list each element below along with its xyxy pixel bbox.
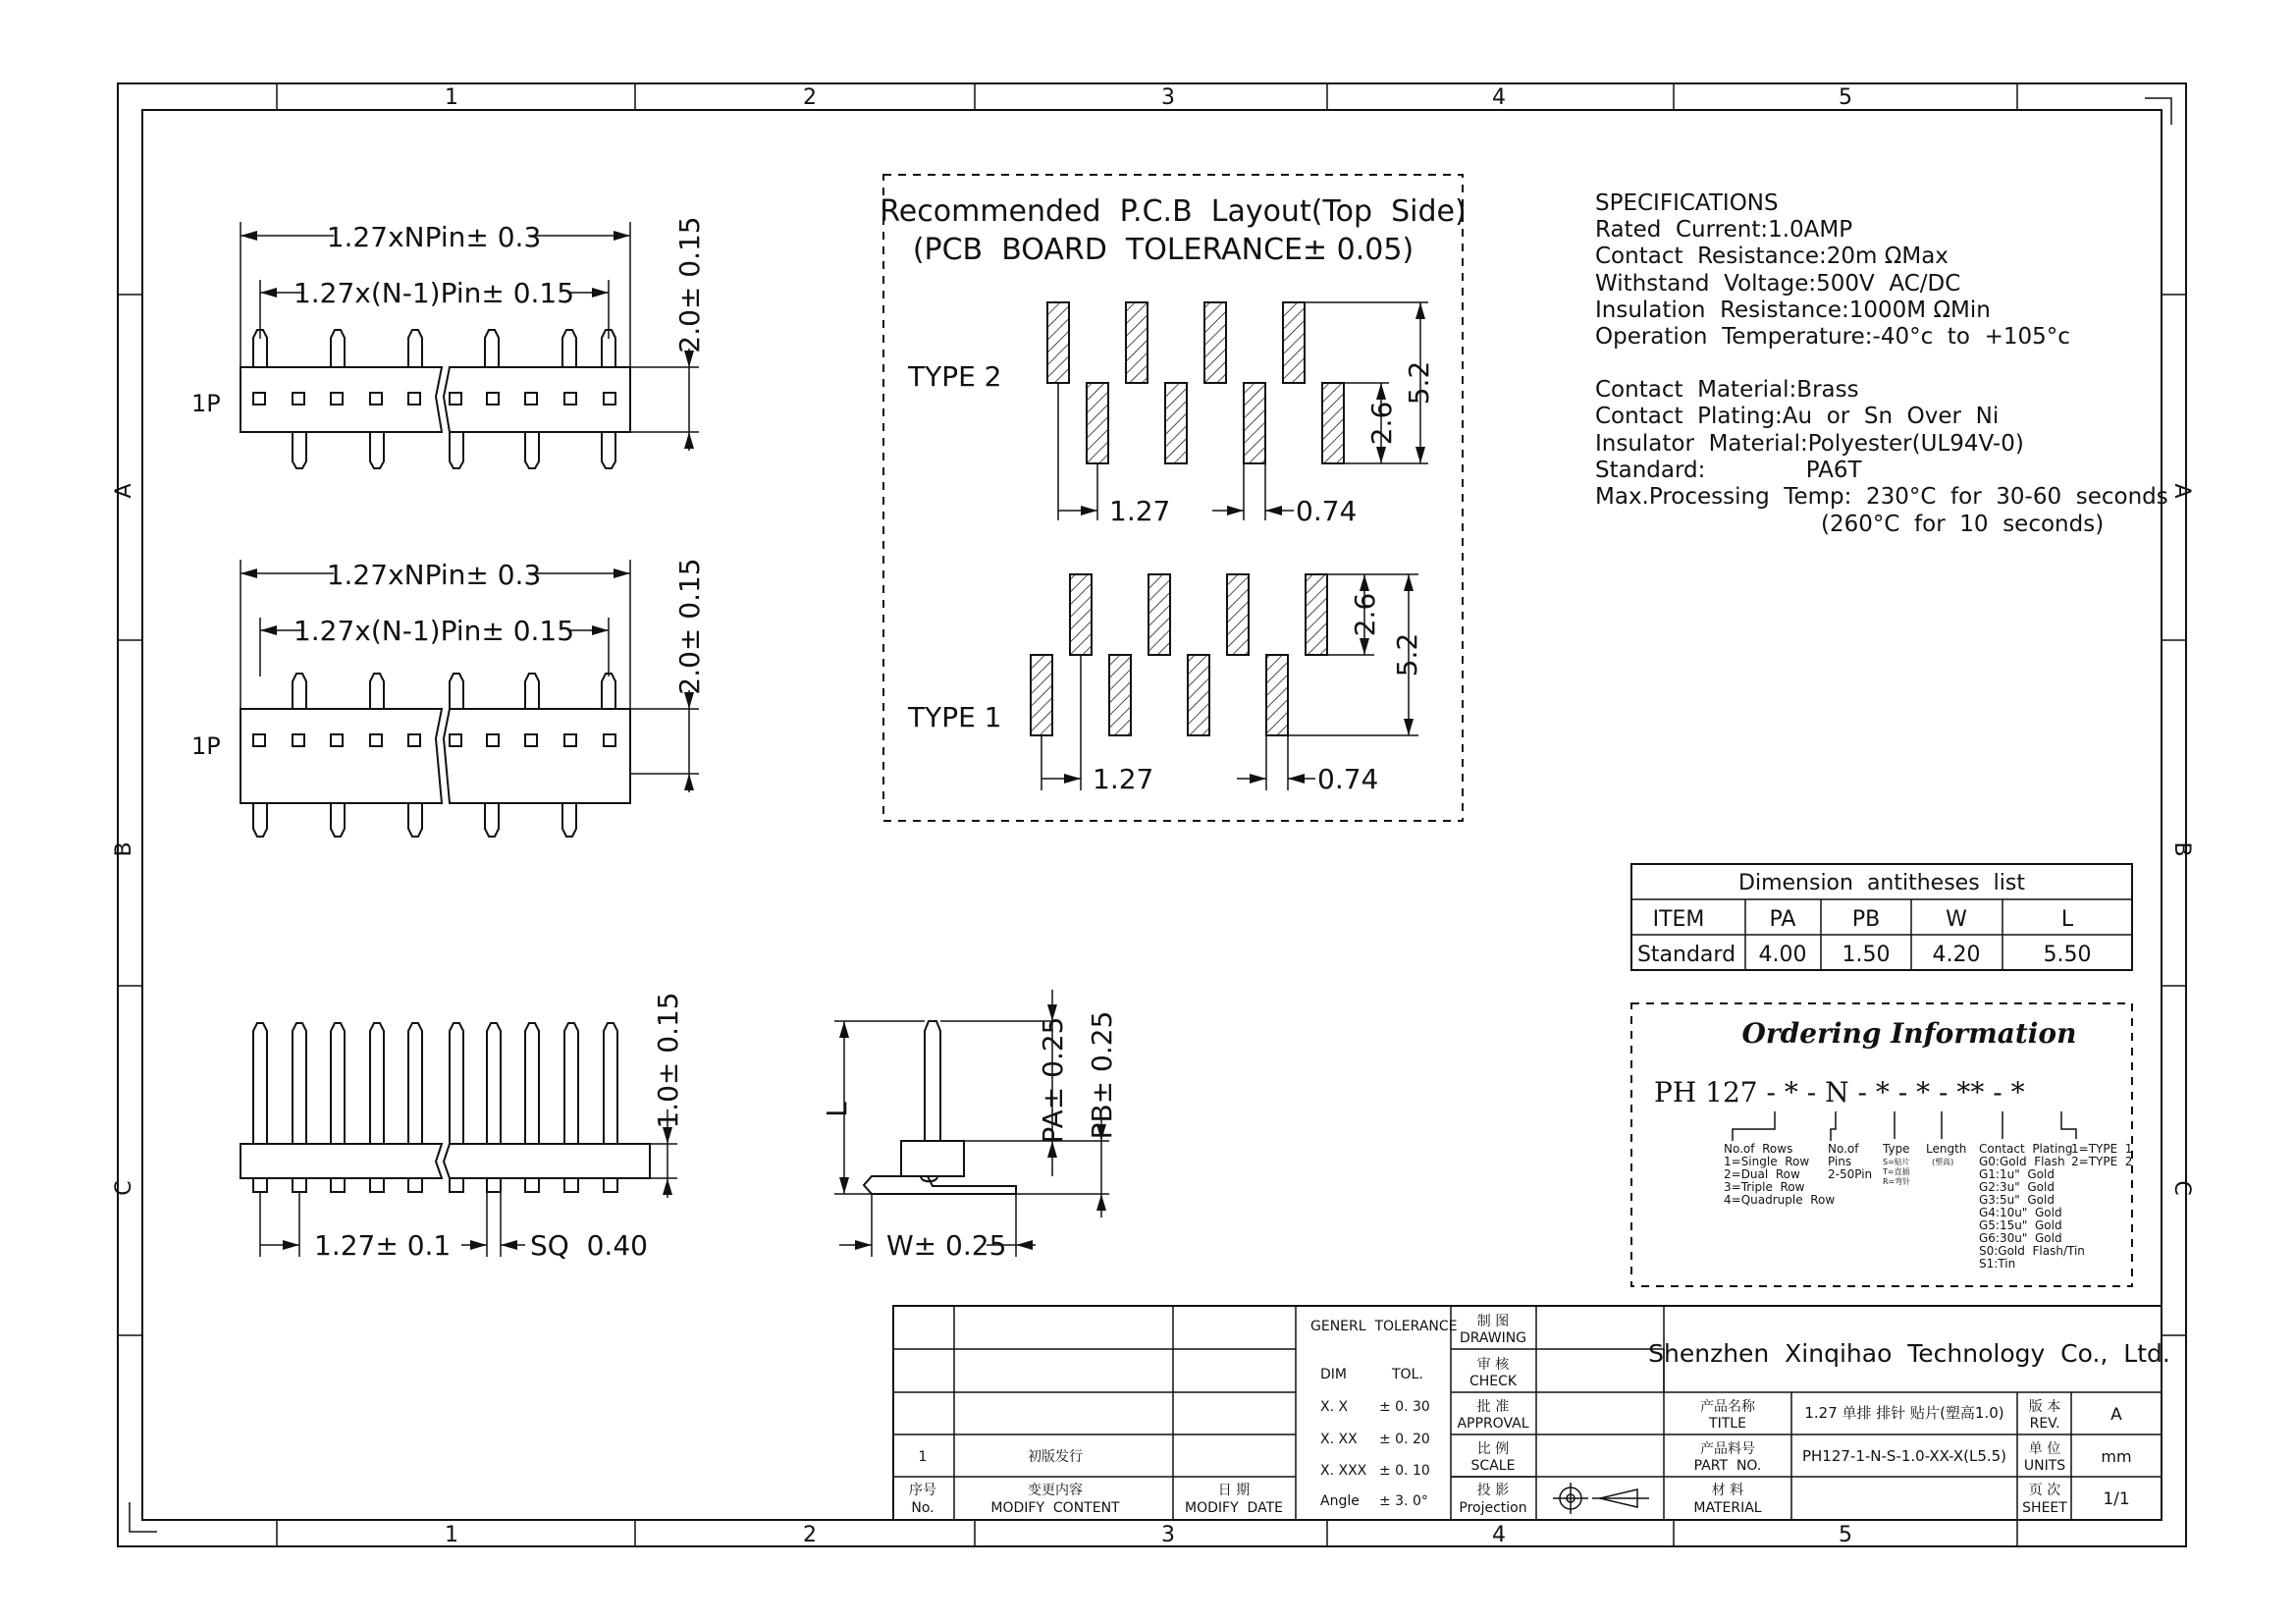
- material-label: MATERIAL: [1693, 1500, 1762, 1516]
- role-label: SCALE: [1470, 1458, 1516, 1474]
- col-date-label: MODIFY DATE: [1185, 1500, 1283, 1516]
- dim-table-header: W: [1946, 907, 1967, 932]
- order-plating: Contact Plating: [1979, 1142, 2073, 1156]
- ordering-information: [1631, 1003, 2132, 1286]
- sheet-label: SHEET: [2022, 1500, 2067, 1516]
- spec-line: Standard: PA6T: [1595, 458, 1862, 483]
- spec-line: Contact Resistance:20m ΩMax: [1595, 243, 1949, 269]
- zone-col-2: 2: [803, 85, 817, 110]
- role-label: 批 准: [1476, 1399, 1510, 1415]
- order-plating: S0:Gold Flash/Tin: [1979, 1244, 2085, 1258]
- dim-table-cell: 4.20: [1932, 943, 1981, 967]
- front-dim-sq: SQ 0.40: [530, 1229, 648, 1262]
- top2-pin1-label: 1P: [191, 732, 221, 760]
- front-dim-pitch: 1.27± 0.1: [314, 1229, 452, 1262]
- order-rows: No.of Rows: [1724, 1142, 1793, 1156]
- spec-line: Rated Current:1.0AMP: [1595, 217, 1853, 243]
- order-plating: G1:1u" Gold: [1979, 1167, 2055, 1181]
- type2-dim-width: 0.74: [1296, 495, 1358, 527]
- type1-dim-pitch: 1.27: [1093, 763, 1154, 795]
- tolerance-row: X. X: [1320, 1399, 1349, 1415]
- title-value: 1.27 单排 排针 贴片(塑高1.0): [1804, 1404, 2004, 1422]
- role-label: CHECK: [1468, 1374, 1518, 1389]
- dim-table-title: Dimension antitheses list: [1738, 871, 2025, 895]
- order-length: Length: [1926, 1142, 1967, 1156]
- zone-col-4: 4: [1492, 85, 1506, 110]
- rev-value: A: [2110, 1405, 2122, 1425]
- spec-line: Withstand Voltage:500V AC/DC: [1595, 271, 1961, 297]
- col-content-label: MODIFY CONTENT: [990, 1500, 1120, 1516]
- type1-dim-width: 0.74: [1317, 763, 1379, 795]
- top1-dim-total: 1.27xNPin± 0.3: [326, 221, 542, 253]
- side-dim-pa: PA± 0.25: [1037, 1016, 1069, 1144]
- side-view: [821, 990, 1118, 1262]
- order-pins: No.of: [1828, 1142, 1859, 1156]
- order-type12: 2=TYPE 2: [2071, 1155, 2133, 1168]
- order-plating: G2:3u" Gold: [1979, 1180, 2055, 1194]
- zone-col-1: 1: [445, 85, 458, 110]
- side-dim-pb: PB± 0.25: [1086, 1010, 1118, 1140]
- order-rows: 2=Dual Row: [1724, 1167, 1800, 1181]
- rev-content: 初版发行: [1028, 1449, 1083, 1465]
- order-type: T=直插: [1883, 1167, 1910, 1176]
- zone-col-3: 3: [1161, 85, 1175, 110]
- top2-dim-height: 2.0± 0.15: [673, 558, 706, 695]
- top1-dim-height: 2.0± 0.15: [673, 216, 706, 353]
- type2-dim-h1: 2.6: [1365, 401, 1398, 446]
- order-length: (塑高): [1932, 1158, 1954, 1166]
- order-type: R=弯针: [1883, 1177, 1911, 1186]
- projection-symbol: [1553, 1483, 1649, 1514]
- tolerance-dim: DIM: [1320, 1367, 1347, 1382]
- sheet-label: 页 次: [2028, 1483, 2061, 1498]
- top1-dim-pitch: 1.27x(N-1)Pin± 0.15: [293, 277, 575, 309]
- side-dim-w: W± 0.25: [886, 1229, 1007, 1262]
- front-view: [240, 992, 684, 1262]
- zone-row-a: A: [112, 483, 136, 499]
- units-value: mm: [2101, 1447, 2132, 1466]
- order-rows: 3=Triple Row: [1724, 1180, 1805, 1194]
- role-label: 投 影: [1476, 1483, 1510, 1498]
- type1-label: TYPE 1: [908, 701, 1002, 733]
- tolerance-row: ± 0. 30: [1379, 1399, 1430, 1415]
- zone-row-a-right: A: [2169, 483, 2194, 499]
- pcb-layout-title: Recommended P.C.B Layout(Top Side): [880, 194, 1467, 229]
- type2-dim-h2: 5.2: [1403, 360, 1435, 406]
- rev-number: 1: [918, 1449, 928, 1465]
- order-type12: 1=TYPE 1: [2071, 1142, 2133, 1156]
- order-plating: G3:5u" Gold: [1979, 1193, 2055, 1207]
- top1-pins: [253, 330, 615, 468]
- top-view-upper: [191, 216, 706, 468]
- zone-row-b: B: [112, 841, 136, 857]
- tolerance-heading: GENERL TOLERANCE: [1310, 1319, 1458, 1334]
- zone-col-2-bottom: 2: [803, 1523, 817, 1547]
- type2-dim-pitch: 1.27: [1109, 495, 1171, 527]
- dim-table-cell: 5.50: [2043, 943, 2092, 967]
- pcb-tolerance-title: (PCB BOARD TOLERANCE± 0.05): [912, 233, 1415, 267]
- rev-label: REV.: [2029, 1416, 2060, 1432]
- zone-col-3-bottom: 3: [1161, 1523, 1175, 1547]
- col-no-label: No.: [911, 1500, 934, 1516]
- dim-table-cell: 4.00: [1758, 943, 1807, 967]
- top2-dim-total: 1.27xNPin± 0.3: [326, 559, 542, 591]
- tolerance-row: ± 3. 0°: [1379, 1493, 1428, 1509]
- role-label: DRAWING: [1459, 1330, 1527, 1346]
- tolerance-row: ± 0. 20: [1379, 1432, 1430, 1447]
- type1-dim-h2: 5.2: [1391, 632, 1423, 677]
- spec-line: Insulation Resistance:1000M ΩMin: [1595, 298, 1991, 323]
- top1-pin1-label: 1P: [191, 390, 221, 417]
- order-pins: Pins: [1828, 1155, 1852, 1168]
- zone-col-5-bottom: 5: [1839, 1523, 1852, 1547]
- top2-dim-pitch: 1.27x(N-1)Pin± 0.15: [293, 615, 575, 647]
- rev-label: 版 本: [2028, 1399, 2061, 1415]
- role-label: Projection: [1459, 1500, 1527, 1516]
- order-type: S=贴片: [1883, 1158, 1910, 1166]
- dim-table-header: ITEM: [1652, 907, 1705, 932]
- col-no-label: 序号: [909, 1483, 936, 1498]
- top-view-lower: [191, 558, 706, 837]
- front-pins: [253, 1023, 617, 1192]
- top2-pins: [253, 674, 615, 837]
- dim-table-header: PB: [1851, 907, 1881, 932]
- units-label: UNITS: [2023, 1458, 2066, 1474]
- dimension-table: [1631, 864, 2132, 970]
- order-rows: 4=Quadruple Row: [1724, 1193, 1836, 1207]
- tolerance-row: X. XX: [1320, 1432, 1358, 1447]
- sheet-value: 1/1: [2103, 1489, 2130, 1509]
- pcb-layout-box: [880, 175, 1466, 821]
- tolerance-row: Angle: [1320, 1493, 1360, 1509]
- side-dim-l: L: [821, 1102, 853, 1117]
- dim-table-cell: 1.50: [1842, 943, 1891, 967]
- title-block: [893, 1306, 2170, 1520]
- tolerance-row: ± 0. 10: [1379, 1463, 1430, 1479]
- order-plating: G6:30u" Gold: [1979, 1231, 2062, 1245]
- spec-heading: SPECIFICATIONS: [1595, 190, 1779, 216]
- order-pins: 2-50Pin: [1828, 1167, 1873, 1181]
- dim-table-cell: Standard: [1636, 943, 1736, 967]
- order-plating: G4:10u" Gold: [1979, 1206, 2062, 1219]
- part-label: 产品料号: [1700, 1441, 1755, 1457]
- dim-table-header: PA: [1769, 907, 1796, 932]
- ordering-title: Ordering Information: [1741, 1017, 2077, 1050]
- type1-pads: [1031, 574, 1327, 735]
- title-label: TITLE: [1709, 1416, 1746, 1432]
- tolerance-row: X. XXX: [1320, 1463, 1367, 1479]
- role-label: APPROVAL: [1457, 1416, 1529, 1432]
- zone-row-c-right: C: [2169, 1180, 2194, 1196]
- ordering-code: PH 127 - * - N - * - * - ** - *: [1654, 1076, 2025, 1109]
- spec-line: Contact Material:Brass: [1595, 377, 1859, 403]
- spec-line: Insulator Material:Polyester(UL94V-0): [1595, 431, 2024, 457]
- zone-col-5: 5: [1839, 85, 1852, 110]
- zone-col-4-bottom: 4: [1492, 1523, 1506, 1547]
- type2-label: TYPE 2: [908, 360, 1002, 393]
- material-label: 材 料: [1711, 1483, 1744, 1498]
- part-number-value: PH127-1-N-S-1.0-XX-X(L5.5): [1801, 1447, 2007, 1465]
- zone-col-1-bottom: 1: [445, 1523, 458, 1547]
- units-label: 单 位: [2028, 1441, 2061, 1457]
- type1-dim-h1: 2.6: [1349, 592, 1381, 637]
- dim-table-header: L: [2060, 907, 2074, 932]
- order-type: Type: [1883, 1142, 1910, 1156]
- title-label: 产品名称: [1700, 1399, 1755, 1415]
- zone-row-c: C: [112, 1180, 136, 1196]
- order-plating: S1:Tin: [1979, 1257, 2016, 1271]
- spec-line: Contact Plating:Au or Sn Over Ni: [1595, 404, 2000, 429]
- specifications: [1595, 190, 2168, 537]
- spec-line: (260°C for 10 seconds): [1821, 512, 2105, 537]
- order-rows: 1=Single Row: [1724, 1155, 1810, 1168]
- spec-line: Max.Processing Temp: 230°C for 30-60 seconds: [1595, 484, 2168, 510]
- front-dim-height: 1.0± 0.15: [652, 992, 684, 1129]
- role-label: 制 图: [1476, 1314, 1510, 1329]
- order-plating: G0:Gold Flash: [1979, 1155, 2065, 1168]
- col-content-label: 变更内容: [1028, 1483, 1083, 1498]
- role-label: 比 例: [1476, 1441, 1510, 1457]
- spec-line: Operation Temperature:-40°c to +105°c: [1595, 324, 2070, 350]
- col-date-label: 日 期: [1217, 1483, 1251, 1498]
- company-name: Shenzhen Xinqihao Technology Co., Ltd.: [1648, 1339, 2170, 1368]
- tolerance-tol: TOL.: [1392, 1367, 1423, 1382]
- type2-pads: [1047, 302, 1344, 463]
- role-label: 审 核: [1476, 1357, 1510, 1373]
- zone-row-b-right: B: [2169, 841, 2194, 857]
- part-label: PART NO.: [1693, 1458, 1762, 1474]
- order-plating: G5:15u" Gold: [1979, 1218, 2062, 1232]
